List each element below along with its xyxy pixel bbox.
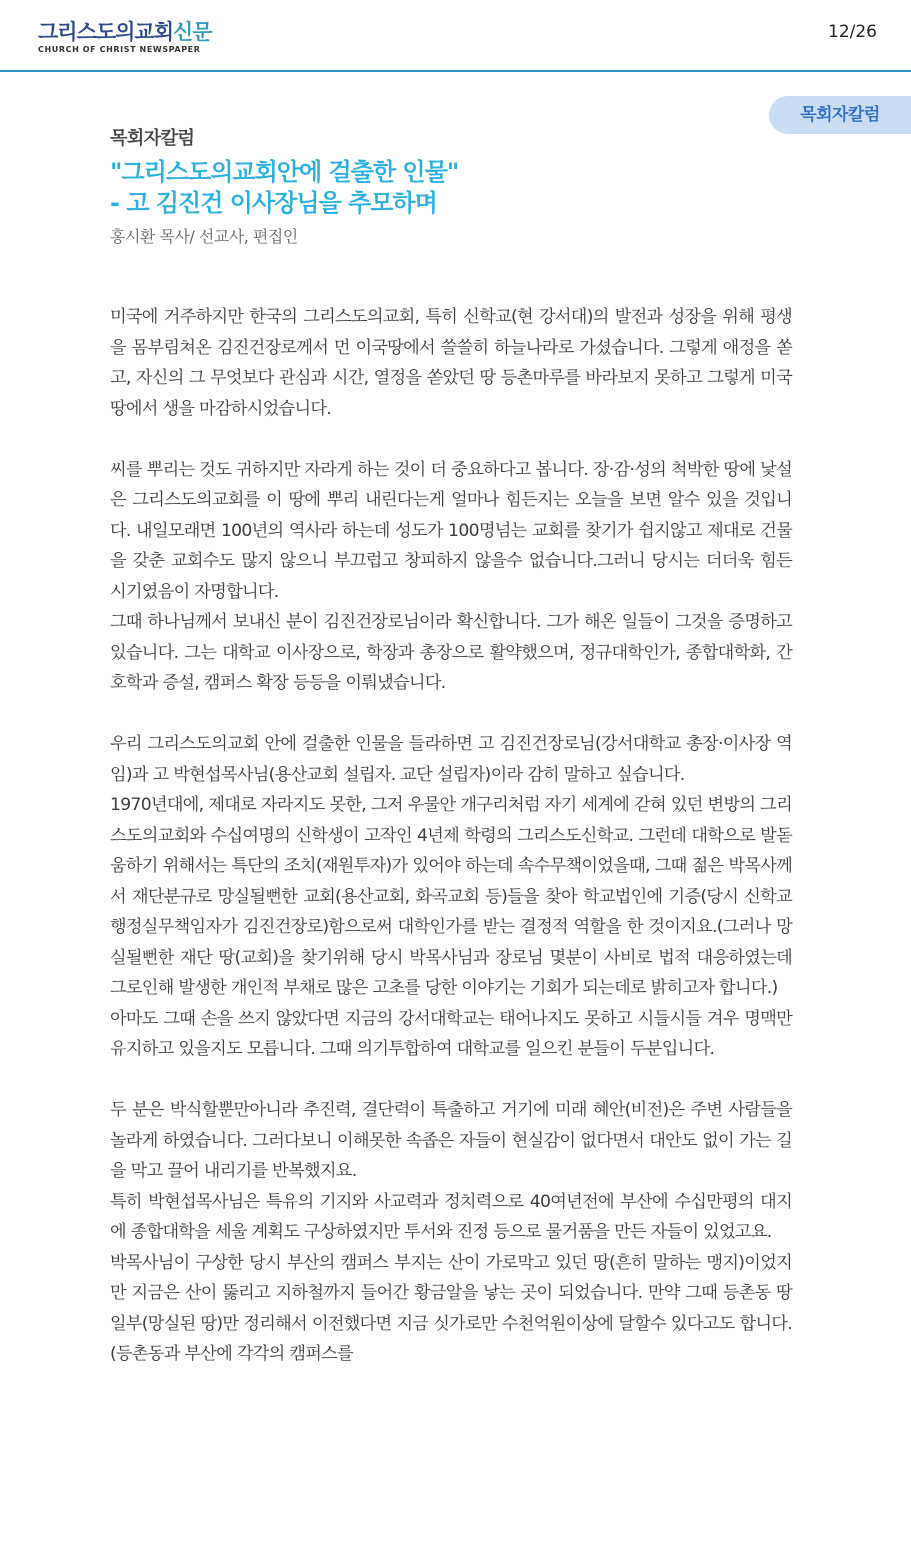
paragraph: 아마도 그때 손을 쓰지 않았다면 지금의 강서대학교는 태어나지도 못하고 시들시들 겨우 명맥만 유지하고 있을지도 모릅니다. 그때 의기투합하여 대학교를 일으킨 분들이 두분입니다. [110,1008,792,1059]
paragraph: 그때 하나님께서 보내신 분이 김진건장로님이라 확신합니다. 그가 해온 일들이 그것을 증명하고 있습니다. 그는 대학교 이사장으로, 학장과 총장으로 활약했으며, 정규대학인가, 종합대학화, 간호학과 증설, 캠퍼스 확장 등등을 이뤄냈습니다. [110,612,792,693]
logo-accent-text: 신문 [173,20,212,44]
paragraph: 특히 박현섭목사님은 특유의 기지와 사교력과 정치력으로 40여년전에 부산에 수십만평의 대지에 종합대학을 세울 계획도 구상하였지만 투서와 진정 등으로 물거품을 만든 자들이 있었고요. [110,1191,792,1242]
paragraph: 미국에 거주하지만 한국의 그리스도의교회, 특히 신학교(현 강서대)의 발전과 성장을 위해 평생을 몸부림쳐온 김진건장로께서 먼 이국땅에서 쓸쓸히 하늘나라로 가셨습니다. 그렇게 애정을 쏟고, 자신의 그 무엇보다 관심과 시간, 열정을 쏟았던 땅 등촌마루를 바라보지 못하고 그렇게 미국땅에서 생을 마감하시었습니다. [110,307,792,419]
article-body [110,302,792,1370]
title-line-2: - 고 김진건 이사장님을 추모하며 [110,189,437,217]
paragraph: 두 분은 박식할뿐만아니라 추진력, 결단력이 특출하고 거기에 미래 혜안(비전)은 주변 사람들을 놀라게 하였습니다. 그러다보니 이해못한 속좁은 자들이 현실감이 없다면서 대안도 없이 가는 길을 막고 끌어 내리기를 반복했지요. [110,1100,792,1181]
logo-title [38,20,212,44]
paragraph: 씨를 뿌리는 것도 귀하지만 자라게 하는 것이 더 중요하다고 봅니다. 장·감·성의 척박한 땅에 낯설은 그리스도의교회를 이 땅에 뿌리 내린다는게 얼마나 힘든지는 오늘을 보면 알수 있을 것입니다. 내일모래면 100년의 역사라 하는데 성도가 100명넘는 교회를 찾기가 쉽지않고 제대로 건물을 갖춘 교회수도 많지 않으니 부끄럽고 창피하지 않을수 없습니다.그러니 당시는 더더욱 힘든 시기였음이 자명합니다. [110,459,792,602]
paragraph-gap [110,699,792,730]
section-tab[interactable]: 목회자칼럼 [769,96,911,134]
logo-main-text: 그리스도의교회 [38,20,174,44]
title-line-1: "그리스도의교회안에 걸출한 인물" [110,158,459,186]
paragraph: 박목사님이 구상한 당시 부산의 캠퍼스 부지는 산이 가로막고 있던 땅(흔히 말하는 맹지)이었지만 지금은 산이 뚫리고 지하철까지 들어간 황금알을 낳는 곳이 되었습니다. 만약 그때 등촌동 땅 일부(망실된 땅)만 정리해서 이전했다면 지금 싯가로만 수천억원이상에 달할수 있다고도 합니다.(등촌동과 부산에 각각의 캠퍼스를 [110,1252,792,1364]
article-title [110,157,458,219]
article-author: 홍시환 목사/ 선교사, 편집인 [110,227,298,246]
paragraph-gap [110,424,792,455]
section-label: 목회자칼럼 [110,128,195,149]
paragraph: 우리 그리스도의교회 안에 걸출한 인물을 들라하면 고 김진건장로님(강서대학교 총장·이사장 역임)과 고 박현섭목사님(용산교회 설립자. 교단 설립자)이라 감히 말하고 싶습니다. [110,734,792,785]
paragraph: 1970년대에, 제대로 자라지도 못한, 그저 우물안 개구리처럼 자기 세계에 갇혀 있던 변방의 그리스도의교회와 수십여명의 신학생이 고작인 4년제 학령의 그리스도신학교. 그런데 대학으로 발돋움하기 위해서는 특단의 조치(재원투자)가 있어야 하는데 속수무책이었을때, 그때 젊은 박목사께서 재단분규로 망실될뻔한 교회(용산교회, 화곡교회 등)들을 찾아 학교법인에 기증(당시 신학교 행정실무책임자가 김진건장로)함으로써 대학인가를 받는 결정적 역할을 한 것이지요.(그러나 망실될뻔한 재단 땅(교회)을 찾기위해 당시 박목사님과 장로님 몇분이 사비로 법적 대응하였는데 그로인해 발생한 개인적 부채로 많은 고초를 당한 이야기는 기회가 되는데로 밝히고자 합니다.) [110,795,792,998]
page-number: 12/26 [828,22,877,42]
logo-subtitle: CHURCH OF CHRIST NEWSPAPER [38,45,201,54]
newspaper-logo[interactable] [38,20,212,54]
page-header [0,0,911,72]
paragraph-gap [110,1065,792,1096]
